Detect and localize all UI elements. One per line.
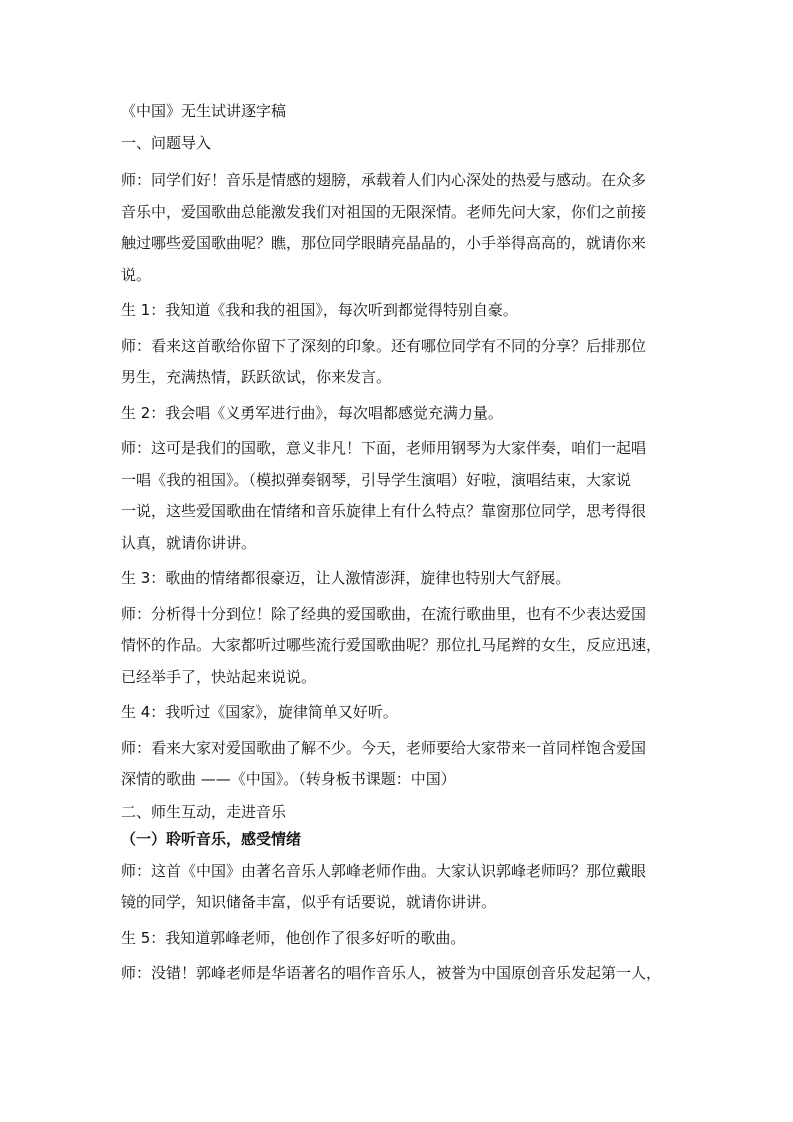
text-line: 音乐中，爱国歌曲总能激发我们对祖国的无限深情。老师先问大家，你们之前接 (121, 202, 647, 221)
text-line: 师：分析得十分到位！除了经典的爱国歌曲，在流行歌曲里，也有不少表达爱国 (121, 604, 647, 623)
paragraph (121, 923, 677, 955)
text-line: 一说，这些爱国歌曲在情绪和音乐旋律上有什么特点？靠窗那位同学，思考得很 (121, 502, 647, 520)
section-heading-1: 一、问题导入 (121, 134, 212, 152)
text-line: 已经举手了，快站起来说说。 (121, 667, 317, 686)
paragraph (121, 165, 677, 291)
paragraph (121, 295, 677, 327)
subsection-heading: （一）聆听音乐，感受情绪 (121, 829, 302, 848)
paragraph (121, 697, 677, 729)
text-line: 深情的歌曲 ——《中国》。（转身板书课题：中国） (121, 770, 456, 788)
text-line: 生 2：我会唱《义勇军进行曲》，每次唱都感觉充满力量。 (121, 403, 503, 422)
text-line: 生 1：我知道《我和我的祖国》，每次听到都觉得特别自豪。 (121, 301, 518, 319)
paragraph (121, 398, 677, 430)
section-heading-2: 二、师生互动，走进音乐 (121, 802, 287, 821)
text-line: 师：没错！郭峰老师是华语著名的唱作音乐人，被誉为中国原创音乐发起第一人， (121, 964, 662, 982)
text-line: 认真，就请你讲讲。 (121, 533, 257, 552)
text-line: 师：这首《中国》由著名音乐人郭峰老师作曲。大家认识郭峰老师吗？那位戴眼 (121, 861, 647, 880)
document-title: 《中国》无生试讲逐字稿 (121, 102, 287, 120)
text-line: 一唱《我的祖国》。（模拟弹奏钢琴，引导学生演唱）好啦，演唱结束，大家说 (121, 470, 632, 489)
text-line: 师：同学们好！音乐是情感的翅膀，承载着人们内心深处的热爱与感动。在众多 (121, 171, 647, 189)
text-line: 师：看来大家对爱国歌曲了解不少。今天，老师要给大家带来一首同样饱含爱国 (121, 738, 647, 757)
text-line: 男生，充满热情，跃跃欲试，你来发言。 (121, 368, 392, 386)
text-line: 生 5：我知道郭峰老师，他创作了很多好听的歌曲。 (121, 928, 466, 947)
text-line: 师：看来这首歌给你留下了深刻的印象。还有哪位同学有不同的分享？后排那位 (121, 336, 647, 355)
paragraph (121, 599, 677, 694)
text-line: 情怀的作品。大家都听过哪些流行爱国歌曲呢？那位扎马尾辫的女生，反应迅速， (121, 636, 662, 654)
paragraph (121, 331, 677, 394)
text-line: 触过哪些爱国歌曲呢？瞧，那位同学眼睛亮晶晶的，小手举得高高的，就请你来 (121, 234, 647, 252)
paragraph (121, 733, 677, 796)
text-line: 生 3：歌曲的情绪都很豪迈，让人激情澎湃，旋律也特别大气舒展。 (121, 569, 571, 587)
text-line: 镜的同学，知识储备丰富，似乎有话要说，就请你讲讲。 (121, 893, 497, 911)
paragraph (121, 563, 677, 595)
document-body (121, 101, 677, 994)
text-line: 师：这可是我们的国歌，意义非凡！下面，老师用钢琴为大家伴奏，咱们一起唱 (121, 439, 647, 457)
text-line: 生 4：我听过《国家》，旋律简单又好听。 (121, 703, 398, 721)
paragraph (121, 856, 677, 919)
paragraph (121, 433, 677, 559)
paragraph (121, 958, 677, 990)
text-line: 说。 (121, 265, 152, 284)
